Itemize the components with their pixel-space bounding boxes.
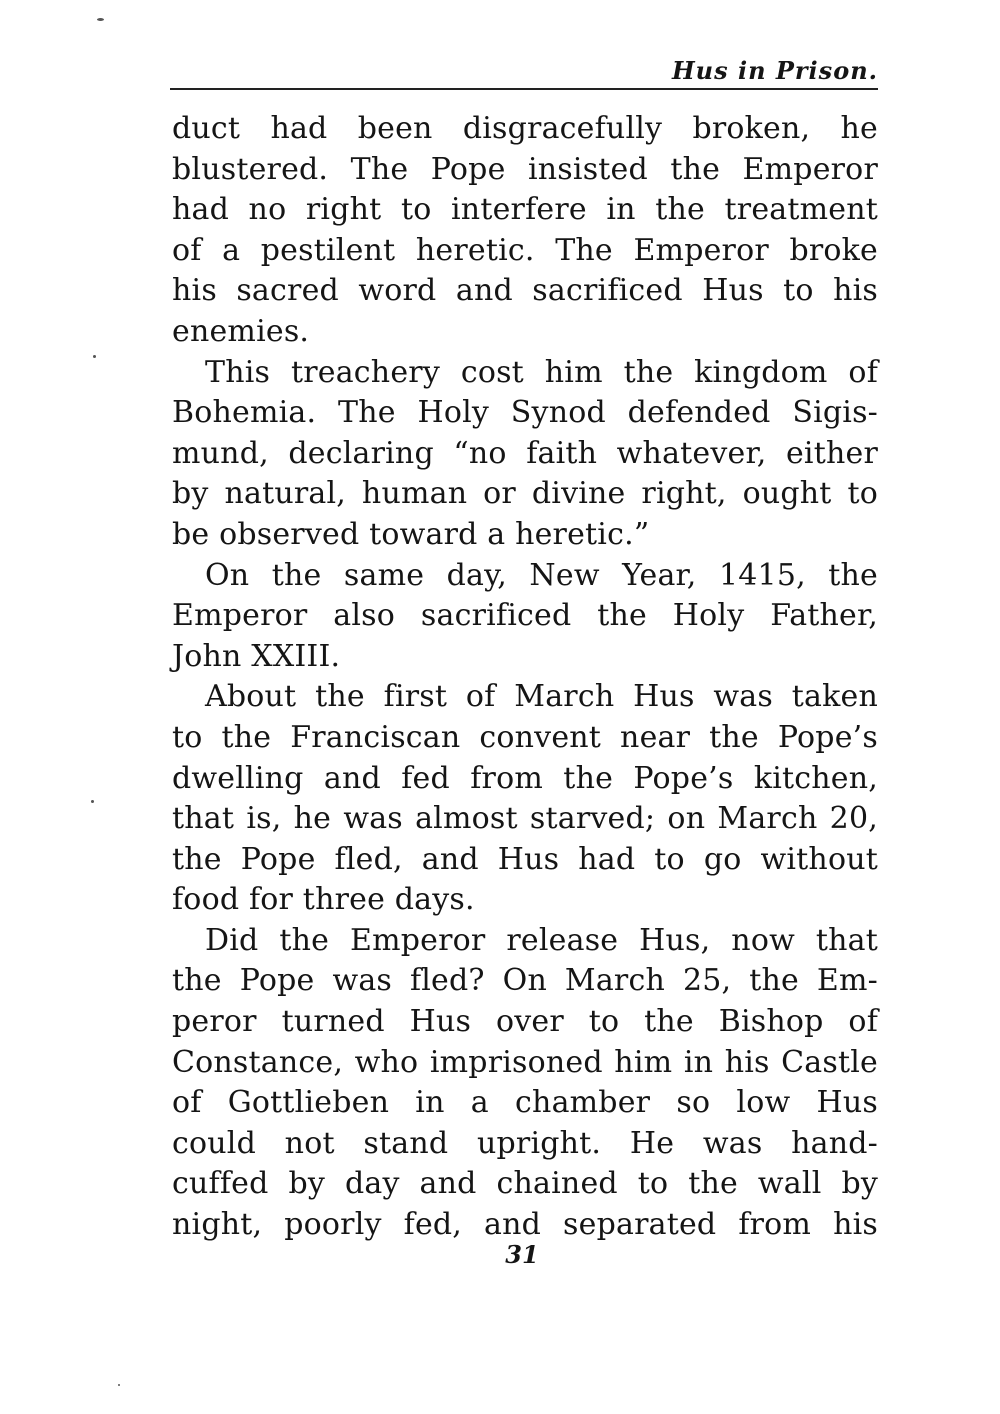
text-line: This treachery cost him the kingdom of: [205, 354, 878, 390]
text-line: Emperor also sacrificed the Holy Father,: [172, 598, 878, 634]
text-line: the Pope was fled? On March 25, the Em-: [172, 963, 878, 999]
text-line: his sacred word and sacrificed Hus to his: [172, 273, 878, 309]
text-line: peror turned Hus over to the Bishop of: [172, 1004, 878, 1040]
text-line: dwelling and fed from the Pope’s kitchen,: [172, 760, 878, 796]
text-line: of a pestilent heretic. The Emperor broke: [172, 232, 878, 268]
text-line: be observed toward a heretic.”: [172, 516, 650, 552]
text-line: About the first of March Hus was taken: [205, 679, 878, 715]
paragraph: [172, 556, 878, 678]
text-line: duct had been disgracefully broken, he: [172, 111, 878, 146]
text-line: enemies.: [172, 313, 310, 349]
text-line: of Gottlieben in a chamber so low Hus: [172, 1085, 878, 1121]
paragraph: [172, 677, 878, 921]
text-line: Did the Emperor release Hus, now that: [205, 922, 878, 958]
text-line: the Pope fled, and Hus had to go without: [172, 841, 878, 877]
text-line: to the Franciscan convent near the Pope’s: [172, 719, 878, 755]
running-head: [170, 48, 878, 90]
scan-speck: [97, 18, 104, 21]
text-line: blustered. The Pope insisted the Emperor: [172, 151, 878, 187]
text-line: Bohemia. The Holy Synod defended Sigis-: [172, 395, 878, 431]
running-title: Hus in Prison.: [671, 56, 878, 85]
scan-speck: [91, 800, 94, 803]
text-line: had no right to interfere in the treatment: [172, 192, 878, 228]
text-line: Constance, who imprisoned him in his Castle: [172, 1044, 878, 1080]
paragraph: [172, 353, 878, 556]
paragraph: [172, 109, 878, 353]
text-line: night, poorly fed, and separated from his: [172, 1207, 878, 1243]
text-line: could not stand upright. He was hand-: [172, 1125, 878, 1161]
text-line: food for three days.: [172, 882, 475, 918]
text-line: cuffed by day and chained to the wall by: [172, 1166, 878, 1202]
text-line: On the same day, New Year, 1415, the: [205, 557, 878, 593]
text-line: that is, he was almost starved; on March 20,: [172, 801, 878, 837]
page-number: 31: [505, 1240, 539, 1269]
text-line: mund, declaring “no faith whatever, either: [172, 435, 878, 471]
scan-speck: [118, 1384, 120, 1386]
paragraph: [172, 921, 878, 1246]
body-text: [172, 109, 878, 1246]
scan-speck: [93, 355, 96, 358]
text-line: by natural, human or divine right, ought to: [172, 476, 878, 512]
text-line: John XXIII.: [172, 638, 341, 674]
